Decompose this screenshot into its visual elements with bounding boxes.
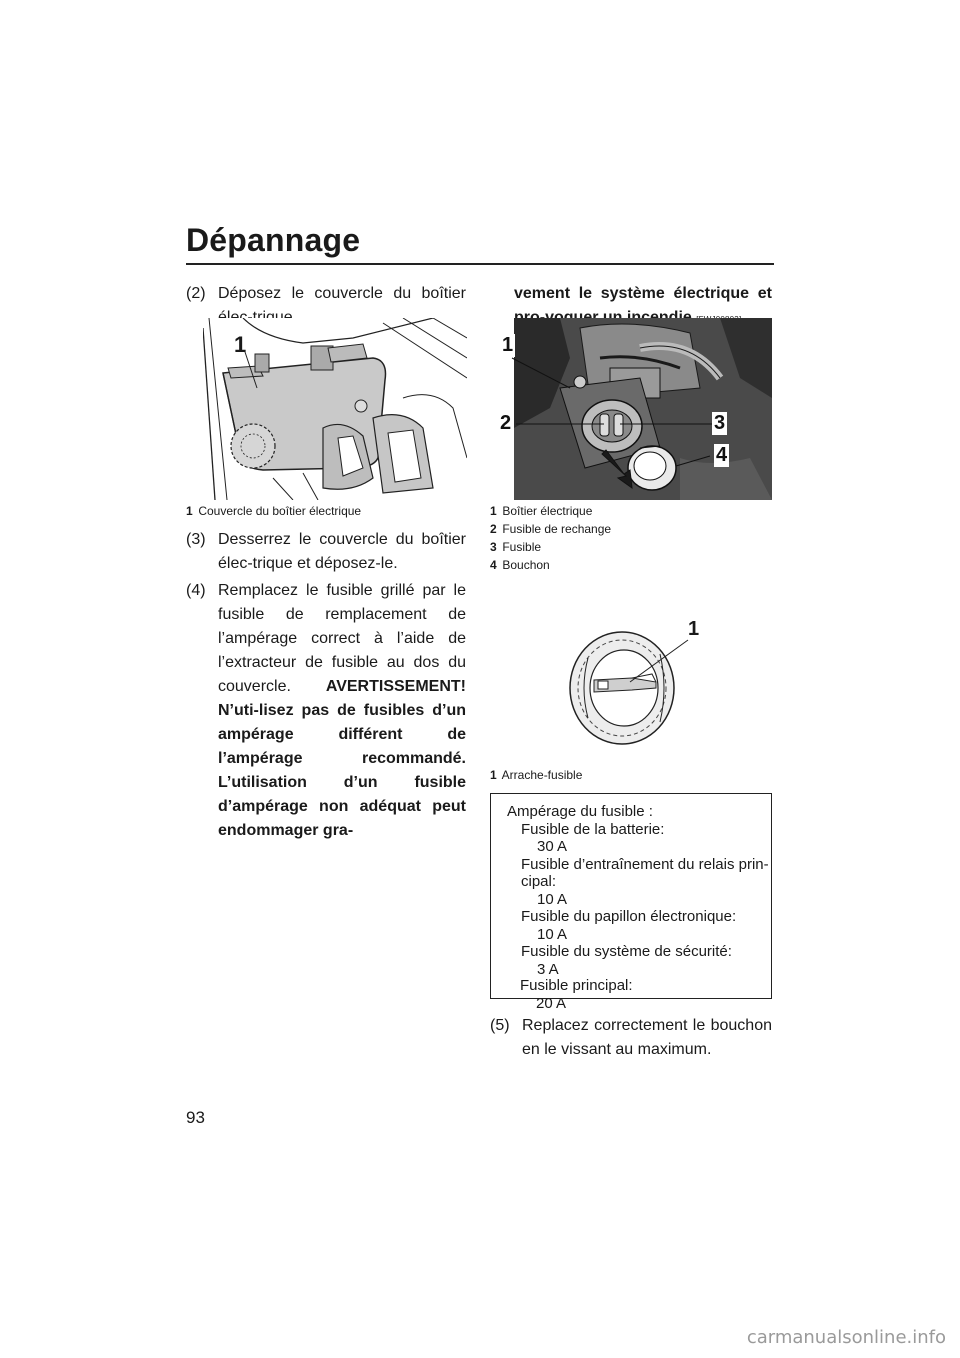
step-text: Replacez correctement le bouchon en le vissant au maximum.	[522, 1017, 772, 1058]
caption-item	[490, 502, 772, 520]
caption-number: 1	[490, 504, 497, 518]
spec-value: 10 A	[537, 890, 568, 908]
caption-text: Arrache-fusible	[501, 768, 583, 782]
caption-text: Fusible	[502, 540, 542, 554]
figure-caption	[186, 502, 466, 520]
figure-captions-list	[490, 502, 772, 574]
spec-heading: Ampérage du fusible :	[507, 803, 653, 820]
step-number: (3)	[186, 531, 206, 548]
caption-number: 2	[490, 522, 497, 536]
caption-text: Couvercle du boîtier électrique	[198, 504, 362, 518]
fuse-rating-spec-box	[490, 793, 772, 999]
caption-number: 4	[490, 558, 497, 572]
page-title: Dépannage	[186, 222, 361, 258]
spec-label-cont: cipal:	[521, 873, 557, 890]
figure-fuse-puller	[560, 618, 710, 750]
step-text: Remplacez le fusible grillé par le fusible de remplacement de l’ampérage correct à l’aide de l’extracteur de fusible au dos du couvercle.	[218, 582, 466, 695]
step-number: (2)	[186, 285, 206, 302]
figure-callout: 1	[688, 618, 700, 640]
spec-label: Fusible principal:	[520, 977, 633, 994]
steps-3-4	[186, 528, 466, 843]
figure-caption	[490, 766, 772, 784]
figure-callout: 2	[500, 412, 512, 434]
step-text: Desserrez le couvercle du boîtier élec-trique et déposez-le.	[218, 531, 466, 572]
caption-number: 1	[186, 504, 193, 518]
spec-value: 20 A	[536, 994, 567, 1012]
title-rule	[186, 263, 774, 265]
caption-text: Boîtier électrique	[502, 504, 593, 518]
figure-callout: 1	[502, 334, 514, 356]
step-5	[490, 1014, 772, 1062]
caption-number: 3	[490, 540, 497, 554]
figure-callout: 4	[716, 444, 728, 466]
electrical-box-illustration	[490, 318, 772, 500]
caption-item	[490, 520, 772, 538]
spec-value: 30 A	[537, 838, 568, 855]
caption-item	[490, 556, 772, 574]
spec-label: Fusible d’entraînement du relais prin-	[521, 855, 769, 873]
step-number: (4)	[186, 582, 206, 599]
caption-text: Bouchon	[502, 558, 550, 572]
spec-label: Fusible du papillon électronique:	[521, 908, 737, 925]
caption-text: Fusible de rechange	[502, 522, 612, 536]
figure-electrical-box	[490, 318, 772, 500]
page-number: 93	[186, 1108, 205, 1127]
watermark: carmanualsonline.info	[746, 1327, 946, 1348]
spec-value: 3 A	[537, 960, 559, 978]
caption-item	[490, 538, 772, 556]
warning-text: AVERTISSEMENT! N’uti-lisez pas de fusibles d’un ampérage différent de l’ampérage recommandé. L’utilisation d’un fusible d’ampérage non adéquat peut endommager gra-	[218, 678, 466, 839]
caption-number: 1	[490, 768, 497, 782]
step-text: Déposez le couvercle du boîtier	[218, 285, 466, 302]
step-number: (5)	[490, 1017, 510, 1034]
warning-text: vement le système électrique et	[514, 285, 772, 302]
figure-callout: 3	[714, 412, 726, 434]
spec-label: Fusible du système de sécurité:	[521, 943, 732, 960]
spec-value: 10 A	[537, 925, 568, 943]
figure-callout: 1	[234, 332, 247, 357]
spec-label: Fusible de la batterie:	[521, 820, 665, 838]
figure-electrical-box-cover	[203, 318, 467, 500]
